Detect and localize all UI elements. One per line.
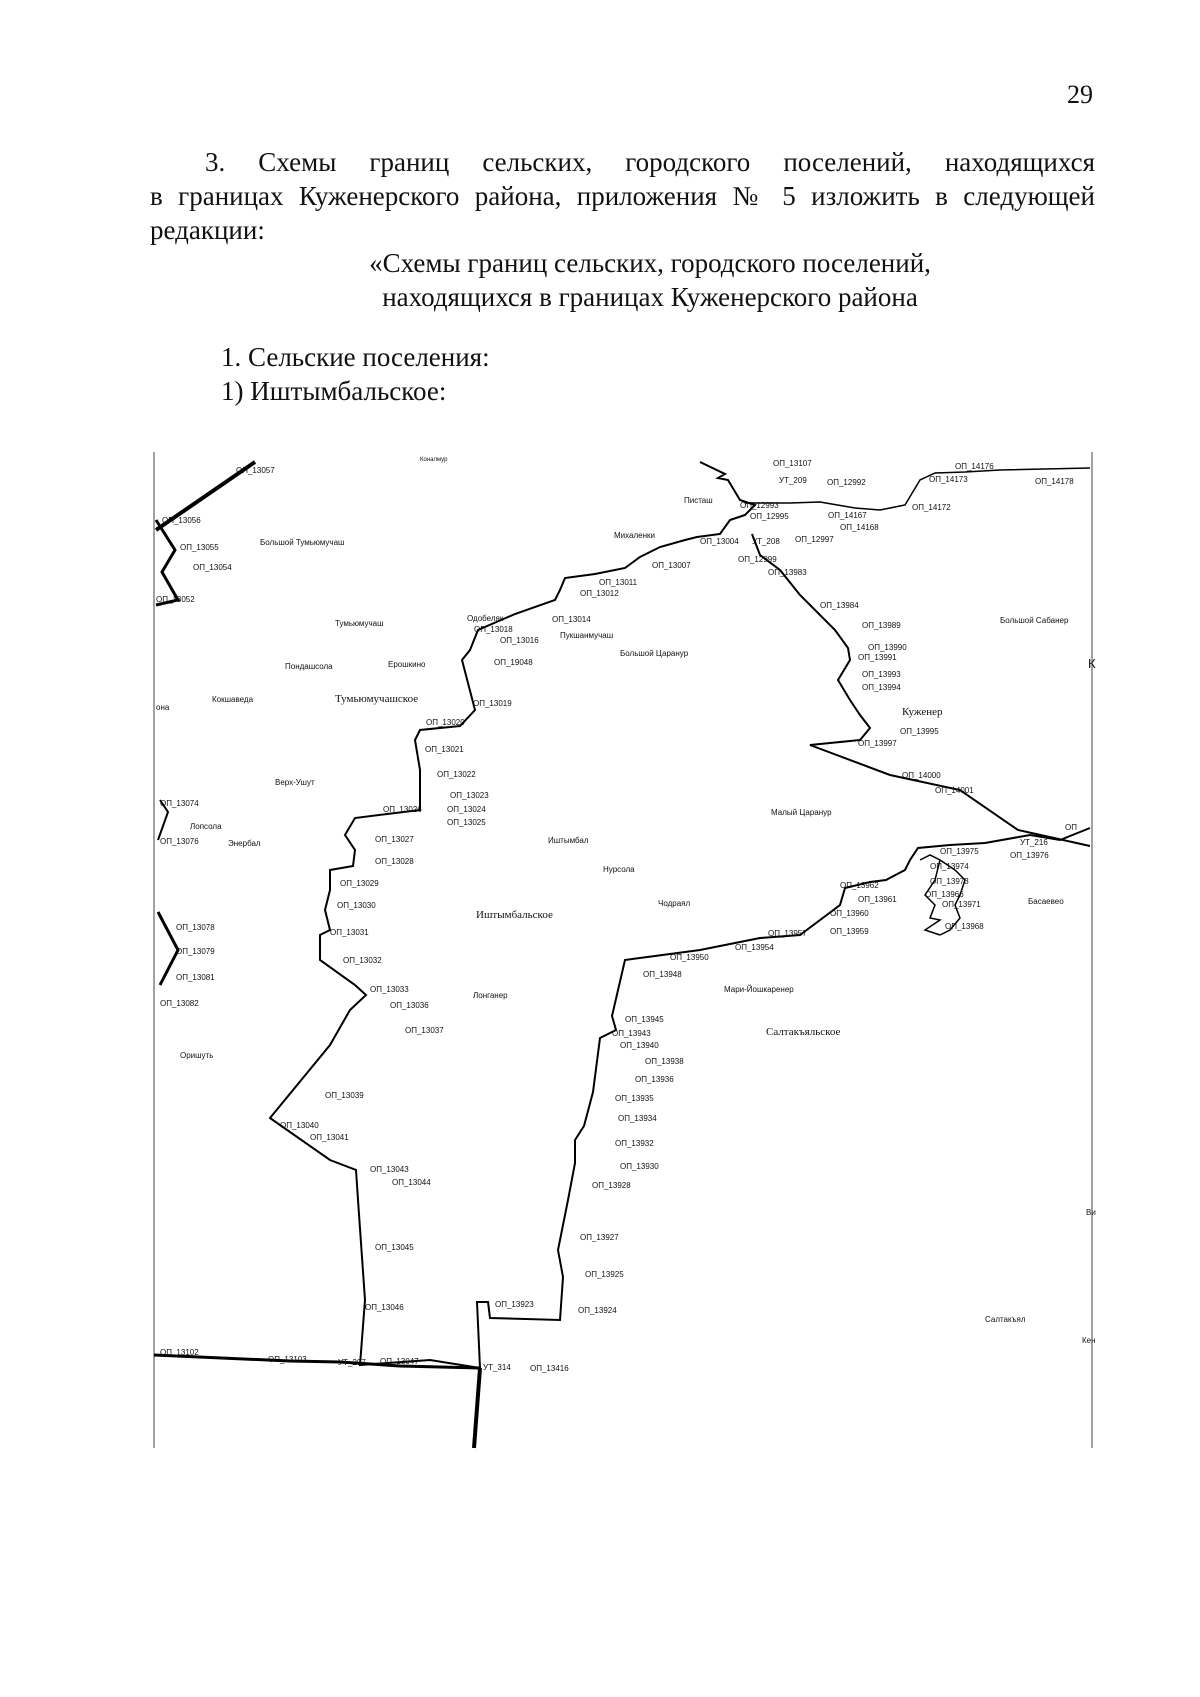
- region-ishtymbal: Иштымбальское: [476, 909, 553, 921]
- point-label: ОП_13973: [930, 877, 969, 886]
- point-label: УТ_207: [338, 1358, 366, 1367]
- place-malyy-tsaranur: Малый Царанур: [771, 808, 832, 817]
- point-label: ОП_13055: [180, 543, 219, 552]
- point-label: УТ_208: [752, 537, 780, 546]
- point-label: ОП_13043: [370, 1165, 409, 1174]
- point-label: ОП_13044: [392, 1178, 431, 1187]
- place-top-cut: Коналмур: [420, 457, 448, 463]
- point-label: ОП_13932: [615, 1139, 654, 1148]
- region-saltak: Салтакъяльское: [766, 1026, 841, 1038]
- place-edge-ken: Кен: [1082, 1336, 1096, 1345]
- point-label: ОП_13007: [652, 561, 691, 570]
- place-edge-ona: она: [156, 703, 170, 712]
- point-label: ОП_13948: [643, 970, 682, 979]
- point-label: ОП_13022: [437, 770, 476, 779]
- point-label: ОП_13936: [635, 1075, 674, 1084]
- point-label: ОП_13925: [585, 1270, 624, 1279]
- point-label: ОП_13991: [858, 653, 897, 662]
- point-label: ОП_19048: [494, 658, 533, 667]
- point-label: ОП_13018: [474, 625, 513, 634]
- point-label: ОП_14172: [912, 503, 951, 512]
- point-label: ОП_13029: [340, 879, 379, 888]
- point-label: ОП_13103: [268, 1355, 307, 1364]
- point-label: ОП_13966: [925, 890, 964, 899]
- point-label: ОП_13974: [930, 862, 969, 871]
- point-label: ОП_12997: [795, 535, 834, 544]
- point-label: ОП_13081: [176, 973, 215, 982]
- point-label: ОП_13971: [942, 900, 981, 909]
- heading-line-1: «Схемы границ сельских, городского поселений,: [369, 248, 931, 278]
- point-label: ОП_13047: [380, 1357, 419, 1366]
- point-label: ОП_13036: [390, 1001, 429, 1010]
- place-longaner: Лонганер: [473, 991, 508, 1000]
- place-mikhalenki: Михаленки: [614, 531, 655, 540]
- place-pukshanmuchash: Пукшанмучаш: [560, 631, 614, 640]
- point-label: ОП_13940: [620, 1041, 659, 1050]
- point-label: ОП_13032: [343, 956, 382, 965]
- place-odobelyak: Одобеляк: [467, 614, 504, 623]
- place-verkh-ushut: Верх-Ушут: [275, 778, 315, 787]
- place-chodrayal: Чодраял: [658, 899, 691, 908]
- point-label: ОП_13962: [840, 881, 879, 890]
- point-label: ОП_13976: [1010, 851, 1049, 860]
- point-label: ОП_12995: [750, 512, 789, 521]
- place-lopsola: Лопсола: [190, 822, 222, 831]
- heading-line-2: находящихся в границах Куженерского района: [382, 282, 918, 312]
- point-label: ОП_13995: [900, 727, 939, 736]
- point-label: ОП_13993: [862, 670, 901, 679]
- point-label: ОП_13025: [447, 818, 486, 827]
- point-label: ОП_13040: [280, 1121, 319, 1130]
- point-label: ОП_13994: [862, 683, 901, 692]
- point-label: ОП_14167: [828, 511, 867, 520]
- point-label: ОП_12993: [740, 501, 779, 510]
- page-number: 29: [1067, 80, 1093, 109]
- point-label: ОП_13928: [592, 1181, 631, 1190]
- point-label: УТ_209: [779, 476, 807, 485]
- point-label: ОП_13078: [176, 923, 215, 932]
- point-label: ОП_13961: [858, 895, 897, 904]
- place-bolshoy-tumyumuchash: Большой Тумьюмучаш: [260, 538, 345, 547]
- point-label: ОП_14176: [955, 462, 994, 471]
- boundary-map: [150, 450, 1100, 1450]
- point-label: ОП_13930: [620, 1162, 659, 1171]
- point-label: УТ_216: [1020, 838, 1048, 847]
- place-basaevo: Басаевео: [1028, 897, 1064, 906]
- place-ishtymbal: Иштымбал: [548, 836, 589, 845]
- place-pondashsola: Пондашсола: [285, 662, 333, 671]
- point-label: ОП_13023: [450, 791, 489, 800]
- point-label: ОП_13026: [383, 805, 422, 814]
- point-label: ОП_13024: [447, 805, 486, 814]
- point-label: ОП_13960: [830, 909, 869, 918]
- point-label: ОП_13107: [773, 459, 812, 468]
- place-enerbal: Энербал: [228, 839, 261, 848]
- point-label: ОП_13990: [868, 643, 907, 652]
- point-label: ОП_13056: [162, 516, 201, 525]
- point-label: ОП_13927: [580, 1233, 619, 1242]
- point-label: ОП_13037: [405, 1026, 444, 1035]
- place-edge-k: К: [1088, 656, 1096, 671]
- place-tumyumuchash: Тумьюмучаш: [335, 619, 384, 628]
- place-pistash: Писташ: [684, 496, 713, 505]
- point-label: ОП: [1065, 823, 1077, 832]
- point-label: ОП_13935: [615, 1094, 654, 1103]
- point-label: ОП_13997: [858, 739, 897, 748]
- paragraph-line-2: в границах Куженерского района, приложения № 5 изложить в следующей: [150, 181, 1095, 211]
- place-bolshoy-sabanar: Большой Сабанер: [1000, 616, 1069, 625]
- point-label: ОП_13102: [160, 1348, 199, 1357]
- region-tumyumuch: Тумьюмучашское: [335, 693, 419, 705]
- section-subtitle: 1) Иштымбальское:: [221, 376, 447, 406]
- point-label: ОП_13959: [830, 927, 869, 936]
- paragraph-line-1: 3. Схемы границ сельских, городского поселений, находящихся: [205, 147, 1095, 177]
- point-label: ОП_13968: [945, 922, 984, 931]
- place-orishut: Оришуть: [180, 1051, 214, 1060]
- point-label: ОП_13041: [310, 1133, 349, 1142]
- point-label: ОП_13045: [375, 1243, 414, 1252]
- point-label: ОП_13021: [425, 745, 464, 754]
- point-label: ОП_13950: [670, 953, 709, 962]
- region-kuzhener: Куженер: [902, 706, 943, 718]
- settlement-boundary-east: [752, 534, 1090, 846]
- settlement-boundary: [477, 828, 1090, 1368]
- point-label: ОП_13011: [599, 578, 638, 587]
- point-label: ОП_13934: [618, 1114, 657, 1123]
- point-label: ОП_13031: [330, 928, 369, 937]
- point-label: ОП_13079: [176, 947, 215, 956]
- point-label: ОП_12999: [738, 555, 777, 564]
- point-label: ОП_13957: [768, 929, 807, 938]
- point-label: ОП_13012: [580, 589, 619, 598]
- point-label: ОП_13943: [612, 1029, 651, 1038]
- place-eroshkino: Ерошкино: [388, 660, 426, 669]
- point-label: ОП_13054: [193, 563, 232, 572]
- point-label: ОП_14001: [935, 786, 974, 795]
- point-label: ОП_13989: [862, 621, 901, 630]
- point-label: ОП_13983: [768, 568, 807, 577]
- point-label: ОП_13014: [552, 615, 591, 624]
- place-mari-yoshkarener: Мари-Йошкаренер: [724, 985, 794, 994]
- point-label: УТ_314: [483, 1363, 511, 1372]
- point-label: ОП_13975: [940, 847, 979, 856]
- point-label: ОП_13004: [700, 537, 739, 546]
- point-label: ОП_13020: [426, 718, 465, 727]
- point-label: ОП_13033: [370, 985, 409, 994]
- point-label: ОП_13076: [160, 837, 199, 846]
- district-border-south: [474, 1368, 480, 1448]
- point-label: ОП_14173: [929, 475, 968, 484]
- point-label: ОП_12992: [827, 478, 866, 487]
- district-border-bottom: [154, 1355, 480, 1368]
- point-label: ОП_13030: [337, 901, 376, 910]
- point-label: ОП_13039: [325, 1091, 364, 1100]
- place-edge-vi: Ви: [1086, 1208, 1096, 1217]
- place-bolshoy-tsaranur: Большой Царанур: [620, 649, 689, 658]
- point-label: ОП_13027: [375, 835, 414, 844]
- place-nursola: Нурсола: [603, 865, 635, 874]
- point-label: ОП_13924: [578, 1306, 617, 1315]
- point-label: ОП_13945: [625, 1015, 664, 1024]
- point-label: ОП_13019: [473, 699, 512, 708]
- district-border-left: [156, 520, 178, 605]
- point-label: ОП_13028: [375, 857, 414, 866]
- point-label: ОП_14000: [902, 771, 941, 780]
- point-label: ОП_13416: [530, 1364, 569, 1373]
- point-label: ОП_13074: [160, 799, 199, 808]
- place-saltakyal: Салтакъял: [985, 1315, 1026, 1324]
- point-label: ОП_13016: [500, 636, 539, 645]
- point-label: ОП_13954: [735, 943, 774, 952]
- point-label: ОП_13938: [645, 1057, 684, 1066]
- point-label: ОП_13082: [160, 999, 199, 1008]
- point-label: ОП_14178: [1035, 477, 1074, 486]
- place-kokshaweda: Кокшаведа: [212, 695, 254, 704]
- point-label: ОП_13052: [156, 595, 195, 604]
- point-label: ОП_13057: [236, 466, 275, 475]
- section-title: 1. Сельские поселения:: [221, 342, 490, 372]
- point-label: ОП_13984: [820, 601, 859, 610]
- district-border-west: [158, 912, 178, 985]
- point-label: ОП_13923: [495, 1300, 534, 1309]
- point-labels: [156, 459, 1077, 1373]
- paragraph-line-3: редакции:: [150, 215, 265, 245]
- point-label: ОП_14168: [840, 523, 879, 532]
- point-label: ОП_13046: [365, 1303, 404, 1312]
